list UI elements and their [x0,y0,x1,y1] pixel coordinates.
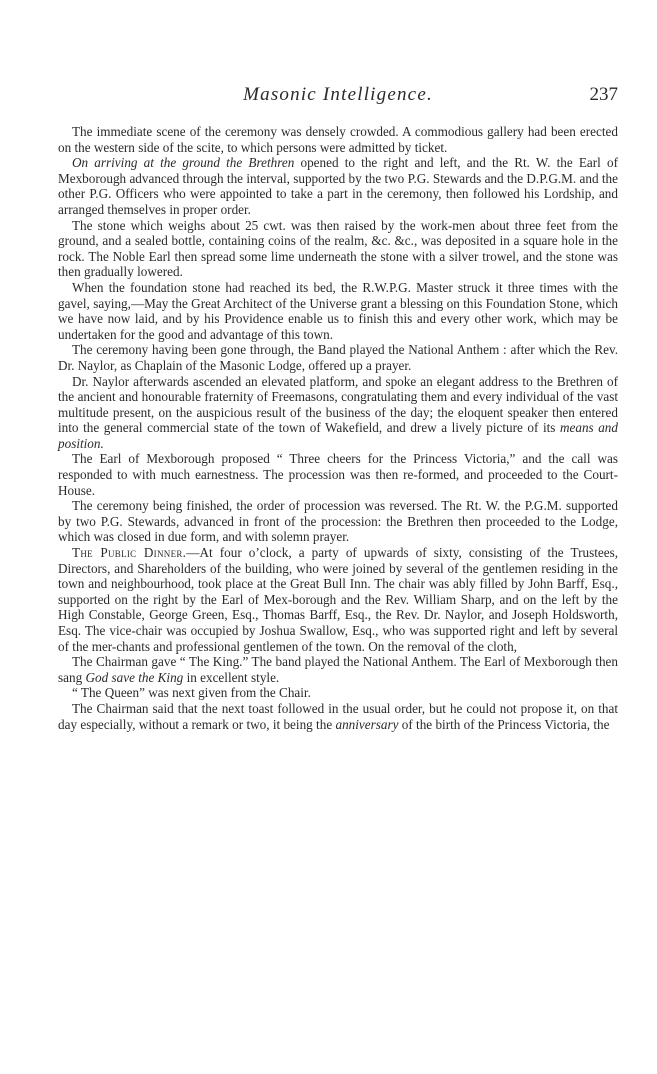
paragraph-text: The Earl of Mexborough proposed “ Three cheers for the Princess Victoria,” and the call was responded to with much earnestness. The procession was then re-formed, and proceeded to the Court-House. [58,451,618,498]
paragraph-text-after: in excellent style. [183,669,280,685]
paragraph-foundation [58,280,618,342]
paragraph-king-toast [58,654,618,685]
paragraph-text: Dr. Naylor afterwards ascended an elevated platform, and spoke an elegant address to the Brethren of the ancient and honourable fraternity of Freemasons, congratulating them and every individual of the vast multitude present, on the auspicious result of the business of the day; the eloquent speaker then entered into the general commercial state of the town of Wakefield, and drew a lively picture of its [58,373,618,436]
paragraph-cheers [58,451,618,498]
paragraph-text-after: of the birth of the Princess Victoria, the [398,716,610,732]
page-title: Masonic Intelligence. [243,84,433,105]
paragraph-procession [58,498,618,545]
paragraph-text: “ The Queen” was next given from the Chair. [72,685,311,701]
paragraph-queen-toast [58,685,618,701]
running-head [58,84,618,114]
paragraph-scene [58,124,618,155]
paragraph-text: The stone which weighs about 25 cwt. was then raised by the work-men about three feet from the ground, and a sealed bottle, containing coins of the realm, &c. &c., was deposited in a square hole in the rock. The Noble Earl then spread some lime underneath the stone with a silver trowel, and the stone was then gradually lowered. [58,217,618,280]
paragraph-text: The immediate scene of the ceremony was densely crowded. A commodious gallery had been erected on the western side of the scite, to which persons were admitted by ticket. [58,124,618,155]
paragraph-stone [58,218,618,280]
paragraph-text: opened to the right and left, and the Rt. W. the Earl of Mexborough advanced through the interval, supported by the two P.G. Stewards and the D.P.G.M. and the other P.G. Officers who were appointed to take a part in the ceremony, then followed his Lordship, and arranged themselves in proper order. [58,155,618,217]
book-page [58,84,618,732]
section-heading-inline: The Public Dinner. [72,545,187,561]
paragraph-italic-lead: On arriving at the ground the Brethren [72,155,295,171]
paragraph-text: —At four o’clock, a party of upwards of sixty, consisting of the Trustees, Directors, and Shareholders of the building, who were joined by several of the gentlemen residing in the town and neighbourhood, took place at the Great Bull Inn. The chair was ably filled by John Barff, Esq., supported on the right by the Earl of Mex-borough and the Rev. William Sharp, and on the left by the High Constable, George Green, Esq., Thomas Barff, Esq., the Rev. Dr. Naylor, and Joseph Holdsworth, Esq. The vice-chair was occupied by Joshua Swallow, Esq., who was supported right and left by several of the mer-chants and professional gentlemen of the town. On the removal of the cloth, [58,545,618,654]
paragraph-text: The Chairman gave “ The King.” The band played the National Anthem. The Earl of Mexborough then sang [58,654,618,685]
article-body [58,124,618,732]
paragraph-text: The ceremony being finished, the order of procession was reversed. The Rt. W. the P.G.M. supported by two P.G. Stewards, advanced in front of the procession: the Brethren then proceeded to the Lodge, which was closed in due form, and with solemn prayer. [58,498,618,545]
paragraph-next-toast [58,701,618,732]
paragraph-italic-song: God save the King [85,669,184,685]
page-number: 237 [589,84,618,105]
paragraph-address [58,374,618,452]
paragraph-text: The ceremony having been gone through, the Band played the National Anthem : after which the Rev. Dr. Naylor, as Chaplain of the Masonic Lodge, offered up a prayer. [58,342,618,373]
paragraph-anthem [58,342,618,373]
paragraph-italic-word: anniversary [335,716,399,732]
paragraph-text: The Chairman said that the next toast followed in the usual order, but he could not propose it, on that day especially, without a remark or two, it being the [58,700,618,732]
paragraph-italic-tail: means and position. [58,420,618,451]
paragraph-text: When the foundation stone had reached its bed, the R.W.P.G. Master struck it three times with the gavel, saying,—May the Great Architect of the Universe grant a blessing on this Foundation Stone, which we have now laid, and by his Providence enable us to finish this and every other work, which may be undertaken for the good and advantage of this town. [58,279,618,342]
paragraph-public-dinner [58,545,618,654]
paragraph-arrival [58,155,618,217]
